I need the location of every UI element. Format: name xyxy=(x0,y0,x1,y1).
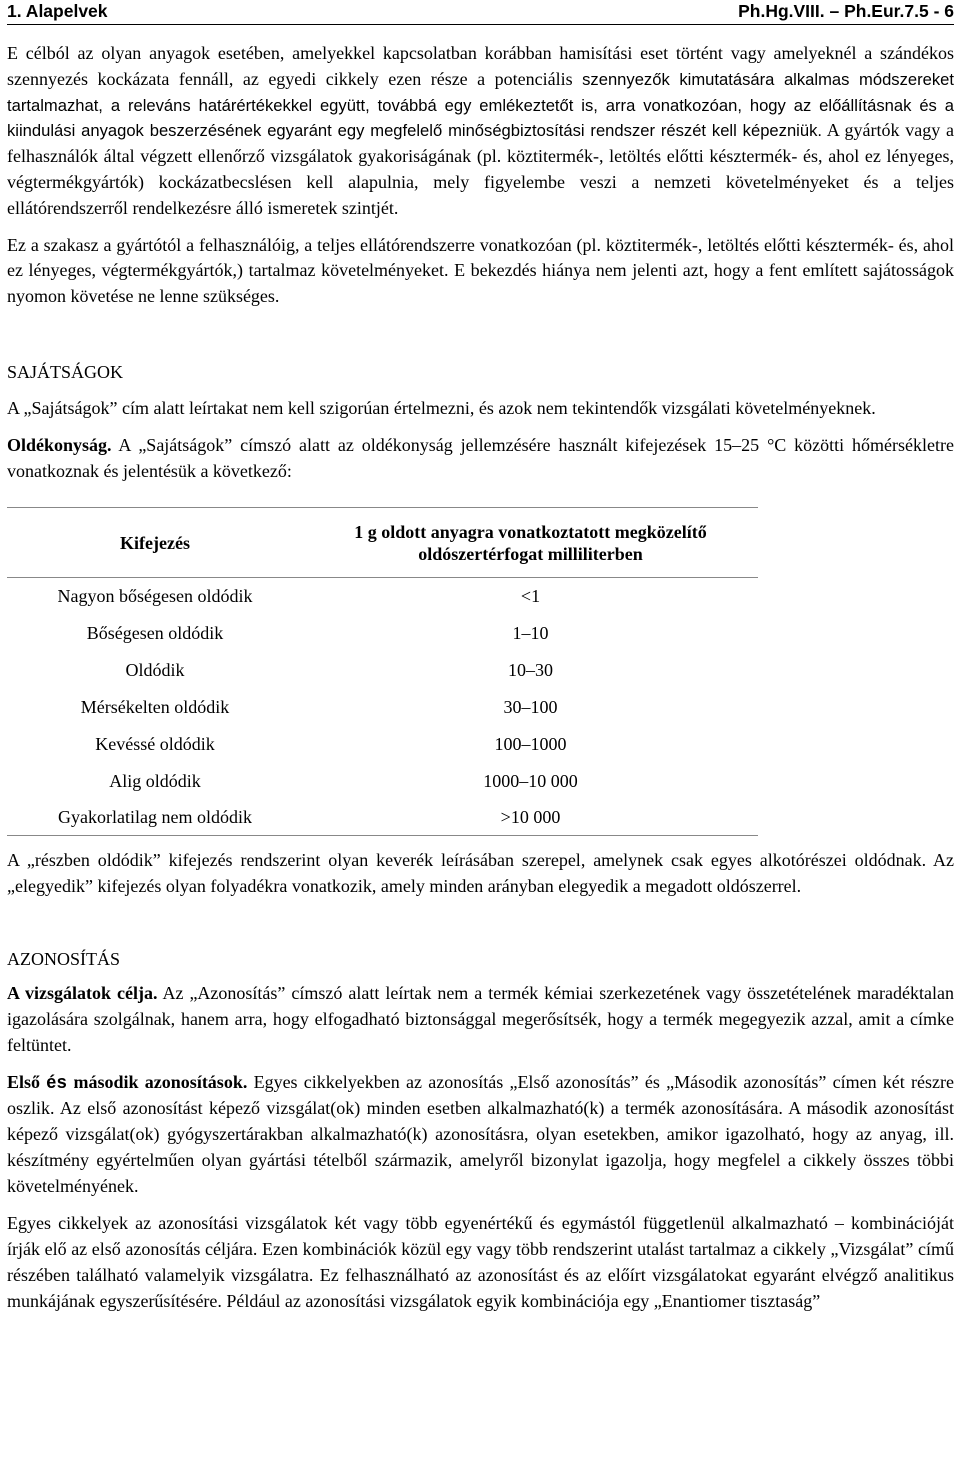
solubility-text: A „Sajátságok” címszó alatt az oldékonyság jellemzésére használt kifejezések 15–25 °C közötti hőmérsékletre vonatkoznak és jelentésük a következő: xyxy=(7,434,954,481)
section-title-identification: AZONOSÍTÁS xyxy=(7,948,121,969)
row-expression: Gyakorlatilag nem oldódik xyxy=(7,800,303,836)
header-volume: 1 g oldott anyagra vonatkoztatott megközelítő oldószertérfogat milliliterben xyxy=(303,508,758,578)
row-expression: Oldódik xyxy=(125,660,185,681)
table-row xyxy=(7,615,758,652)
page-header xyxy=(7,0,954,25)
table-row xyxy=(7,800,758,836)
row-expression: Bőségesen oldódik xyxy=(86,623,224,644)
header-chapter: 1. Alapelvek xyxy=(7,1,108,21)
row-volume: 30–100 xyxy=(503,697,558,718)
table-row xyxy=(7,578,758,616)
row-volume: 100–1000 xyxy=(494,734,567,755)
header-reference: Ph.Hg.VIII. – Ph.Eur.7.5 - 6 xyxy=(738,1,954,21)
table-row xyxy=(7,689,758,726)
row-expression: Kevéssé oldódik xyxy=(95,734,215,755)
table-row xyxy=(7,763,758,800)
section-title-characters: SAJÁTSÁGOK xyxy=(7,361,124,382)
solubility-heading: Oldékonyság. xyxy=(7,434,112,455)
row-volume: 1000–10 000 xyxy=(483,771,578,792)
paragraph-solubility xyxy=(7,433,954,485)
solubility-table-header xyxy=(7,508,758,578)
row-volume: 1–10 xyxy=(512,623,549,644)
paragraph-characters-note: A „Sajátságok” cím alatt leírtakat nem kell szigorúan értelmezni, és azok nem tekintendők vizsgálati követelményeknek. xyxy=(7,397,876,418)
test-purpose-text: Az „Azonosítás” címszó alatt leírtak nem a termék kémiai szerkezetének vagy összetételének maradéktalan igazolására szolgálnak, hanem arra, hogy elfogadható biztonsággal megerősítsék, hogy a termék megegyezik azzal, amit a címke feltüntet. xyxy=(7,982,954,1055)
paragraph-contaminants-sans: szennyezők kimutatására alkalmas módszereket tartalmazhat, a releváns határértékekkel együtt, továbbá egy emlékeztetőt is, arra vonatkozóan, hogy az előállításnak és a kiindulási anyagok beszerzésének egyaránt egy megfelelő minőségbiztosítási rendszer részét kell képezniük. xyxy=(7,69,955,141)
paragraph-test-purpose xyxy=(7,981,954,1058)
table-row xyxy=(7,726,758,763)
identification-heading-and: és xyxy=(46,1072,68,1093)
row-expression: Nagyon bőségesen oldódik xyxy=(57,586,253,607)
test-purpose-heading: A vizsgálatok célja. xyxy=(7,982,158,1003)
row-volume: 10–30 xyxy=(508,660,553,681)
identification-text: Egyes cikkelyekben az azonosítás „Első azonosítás” és „Második azonosítás” címen két részre oszlik. Az első azonosítást képező vizsgálat(ok) minden esetben alkalmazható(k) a termék azonosítására. A második azonosítást képező vizsgálat(ok) gyógyszertárakban alkalmazható(k) azonosításra, olyan esetekben, amikor igazolható, hogy az anyag, ill. készítmény egyértelműen olyan gyártási tételből származik, amelyről bizonylat igazolja, hogy megfelel a cikkely összes többi követelményének. xyxy=(7,1072,955,1196)
row-expression: Alig oldódik xyxy=(109,771,201,792)
paragraph-supply-chain: Ez a szakasz a gyártótól a felhasználóig, a teljes ellátórendszerre vonatkozóan (pl. köztitermék-, letöltés előtti késztermék- és, ahol ez lényeges, végtermékgyártók,) tartalmaz követelményeket. E bekezdés hiánya nem jelenti azt, hogy a fent említett sajátosságok nyomon követése ne lenne szükséges. xyxy=(7,234,954,307)
identification-heading-second: második azonosítások. xyxy=(73,1072,248,1093)
paragraph-contaminants-tail: A gyártók vagy a felhasználók által végzett ellenőrző vizsgálatok gyakoriságának (pl. köztitermék-, letöltés előtti késztermék- és, ahol ez lényeges, végtermékgyártók) kockázatbecslésen kell alapulnia, mely figyelembe veszi a nemzeti követelményeket és a teljes ellátórendszerről rendelkezésre álló ismeretek szintjét. xyxy=(7,120,954,218)
row-volume: >10 000 xyxy=(303,800,758,836)
paragraph-contaminants-intro: E célból az olyan anyagok esetében, amelyekkel kapcsolatban korábban hamisítási eset történt vagy amelyeknél a szándékos szennyezés kockázata fennáll, az egyedi cikkely ezen része a potenciális xyxy=(7,43,954,89)
solubility-table xyxy=(7,507,758,836)
paragraph-first-second-identification xyxy=(7,1070,954,1199)
paragraph-contaminants xyxy=(7,41,954,222)
paragraph-test-combinations: Egyes cikkelyek az azonosítási vizsgálatok két vagy több egyenértékű és egymástól függetlenül alkalmazható – kombinációját írják elő az első azonosítás céljára. Ezen kombinációk közül egy vagy több rendszerint utalást tartalmaz a cikkely „Vizsgálat” című részében található valamelyik vizsgálatra. Ez felhasználható az azonosítást és az előírt vizsgálatokat egyaránt elvégző analitikus munkájának egyszerűsítésére. Például az azonosítási vizsgálatok egyik kombinációja egy „Enantiomer tisztaság” xyxy=(7,1213,954,1311)
row-volume: <1 xyxy=(520,586,541,607)
identification-heading-first: Első xyxy=(7,1072,41,1093)
paragraph-partial-solubility: A „részben oldódik” kifejezés rendszerint olyan keverék leírásában szerepel, amelynek csak egyes alkotórészei oldódnak. Az „elegyedik” kifejezés olyan folyadékra vonatkozik, amely minden arányban elegyedik a megadott oldószerrel. xyxy=(7,850,954,897)
row-expression: Mérsékelten oldódik xyxy=(80,697,230,718)
header-expression: Kifejezés xyxy=(7,508,303,578)
table-row xyxy=(7,652,758,689)
